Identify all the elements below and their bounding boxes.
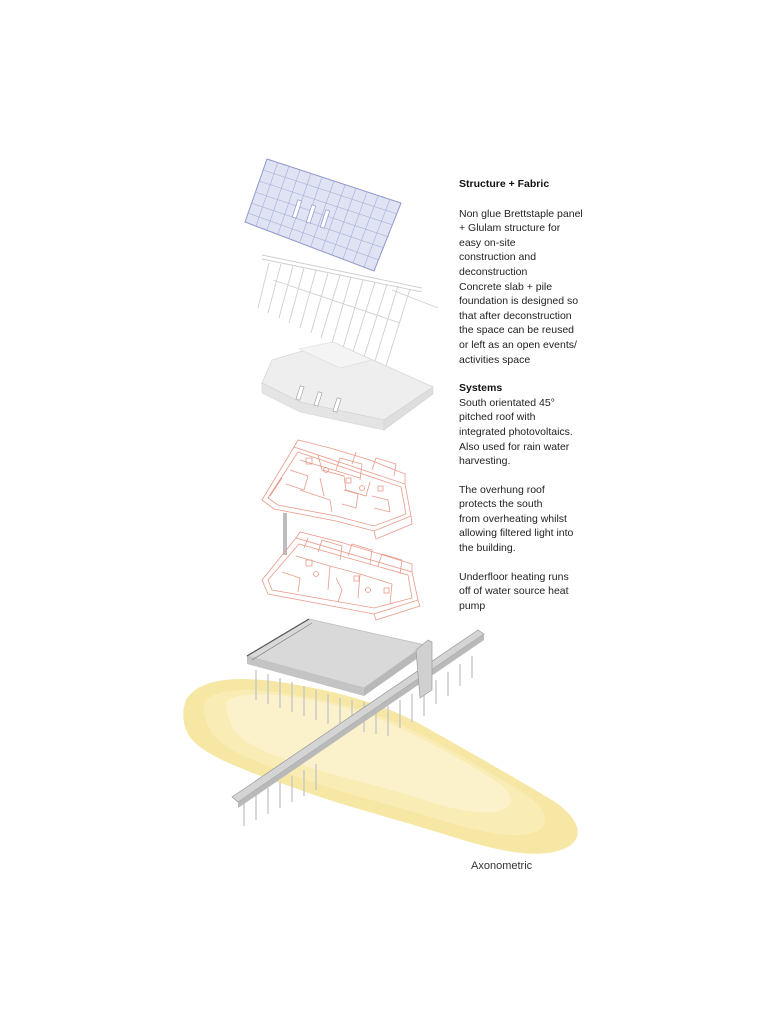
systems-body-3: Underfloor heating runs off of water source heat pump [459,570,569,612]
pv-roof-panel [245,159,401,271]
systems-body-2: The overhung roof protects the south from overheating whilst allowing filtered light into the building. [459,483,574,555]
figure-caption: Axonometric [471,860,533,872]
bridge-tower [416,640,432,698]
brettstaple-roof-panels [262,342,433,430]
structure-fabric-body: Non glue Brettstaple panel + Glulam structure for easy on-site construction and deconstruction Concrete slab + pile foundation is designed so that after deconstruction the space can be reused or left as an open events/ activities space [459,207,583,366]
systems-heading: Systems [459,382,503,395]
flue-pipe [283,513,287,555]
description-panel [459,177,599,613]
systems-body: South orientated 45° pitched roof with integrated photovoltaics. Also used for rain water harvesting. [459,396,573,468]
structure-fabric-heading: Structure + Fabric [459,178,550,190]
